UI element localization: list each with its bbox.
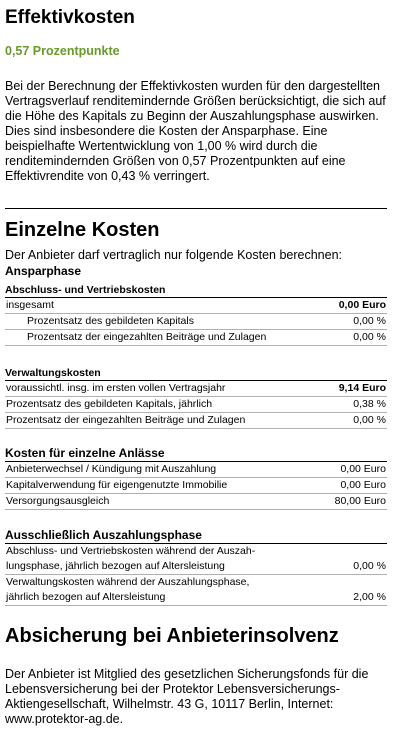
abschluss-block <box>5 283 387 346</box>
table-row <box>5 494 387 510</box>
effektivkosten-paragraph: Bei der Berechnung der Effektivkosten wurden für den dargestellten Vertragsverlauf renditemindernde Größen berücksichtigt, die sich auf die Höhe des Kapitals zu Beginn der Auszahlungsphase auswirken. Dies sind insbesondere die Kosten der Ansparphase. Eine beispielhafte Wertentwicklung von 1,00 % wird durch die renditemindernden Größen von 0,57 Prozentpunkten auf eine Effektivrendite von 0,43 % verringert. <box>5 79 386 183</box>
row-label: Prozentsatz des gebildeten Kapitals, jährlich <box>5 397 315 413</box>
row-label: insgesamt <box>5 298 315 314</box>
table-row <box>5 544 387 559</box>
absicherung-paragraph: Der Anbieter ist Mitglied des gesetzlichen Sicherungsfonds für die Lebensversicherung bei der Protektor Lebensversicherungs-Aktiengesellschaft, Wilhelmstr. 43 G, 10117 Berlin, Internet: www.protektor-ag.de. <box>5 667 369 726</box>
abschluss-table <box>5 298 387 346</box>
row-label: jährlich bezogen auf Altersleistung <box>5 590 315 606</box>
einzelne-kosten-title: Einzelne Kosten <box>5 219 160 241</box>
verwaltung-heading: Verwaltungskosten <box>5 366 387 381</box>
row-label: Kapitalverwendung für eigengenutzte Immobilie <box>5 478 315 494</box>
row-label: Prozentsatz der eingezahlten Beiträge und Zulagen <box>5 330 315 346</box>
row-value: 80,00 Euro <box>315 494 387 510</box>
row-label: voraussichtl. insg. im ersten vollen Vertragsjahr <box>5 381 315 397</box>
auszahlung-table <box>5 544 387 606</box>
verwaltung-block <box>5 366 387 429</box>
row-value: 0,00 % <box>315 314 387 330</box>
row-value: 0,00 Euro <box>315 478 387 494</box>
row-value: 9,14 Euro <box>315 381 387 397</box>
row-label: Verwaltungskosten während der Auszahlungsphase, <box>6 576 250 588</box>
table-row <box>5 478 387 494</box>
table-row <box>5 298 387 314</box>
row-value: 0,00 Euro <box>315 462 387 478</box>
row-label: lungsphase, jährlich bezogen auf Altersleistung <box>5 559 315 575</box>
row-value: 0,00 % <box>315 413 387 429</box>
table-row <box>5 559 387 575</box>
effektivkosten-title: Effektivkosten <box>5 7 135 28</box>
row-label: Prozentsatz der eingezahlten Beiträge und Zulagen <box>5 413 315 429</box>
table-row <box>5 575 387 591</box>
absicherung-title: Absicherung bei Anbieterinsolvenz <box>5 625 339 647</box>
table-row <box>5 314 387 330</box>
table-row <box>5 330 387 346</box>
table-row <box>5 590 387 606</box>
anlaesse-heading: Kosten für einzelne Anlässe <box>5 446 387 462</box>
auszahlung-block <box>5 528 387 606</box>
table-row <box>5 381 387 397</box>
einzelne-kosten-intro: Der Anbieter darf vertraglich nur folgende Kosten berechnen: <box>5 248 343 262</box>
anlaesse-block <box>5 446 387 510</box>
auszahlung-heading: Ausschließlich Auszahlungsphase <box>5 528 387 544</box>
row-value: 0,00 % <box>315 330 387 346</box>
row-value: 2,00 % <box>315 590 387 606</box>
row-value: 0,00 Euro <box>315 298 387 314</box>
anlaesse-table <box>5 462 387 510</box>
table-row <box>5 462 387 478</box>
row-label: Anbieterwechsel / Kündigung mit Auszahlung <box>5 462 315 478</box>
verwaltung-table <box>5 381 387 429</box>
effektivkosten-section <box>5 6 387 30</box>
section-divider <box>5 208 387 209</box>
table-row <box>5 413 387 429</box>
row-value: 0,00 % <box>315 559 387 575</box>
row-label: Abschluss- und Vertriebskosten während der Auszah- <box>6 545 256 557</box>
effektivkosten-points: 0,57 Prozentpunkte <box>5 44 120 58</box>
row-value: 0,38 % <box>315 397 387 413</box>
abschluss-heading: Abschluss- und Vertriebskosten <box>5 283 387 298</box>
ansparphase-heading: Ansparphase <box>5 264 82 278</box>
row-label: Versorgungsausgleich <box>5 494 315 510</box>
row-label: Prozentsatz des gebildeten Kapitals <box>5 314 315 330</box>
table-row <box>5 397 387 413</box>
